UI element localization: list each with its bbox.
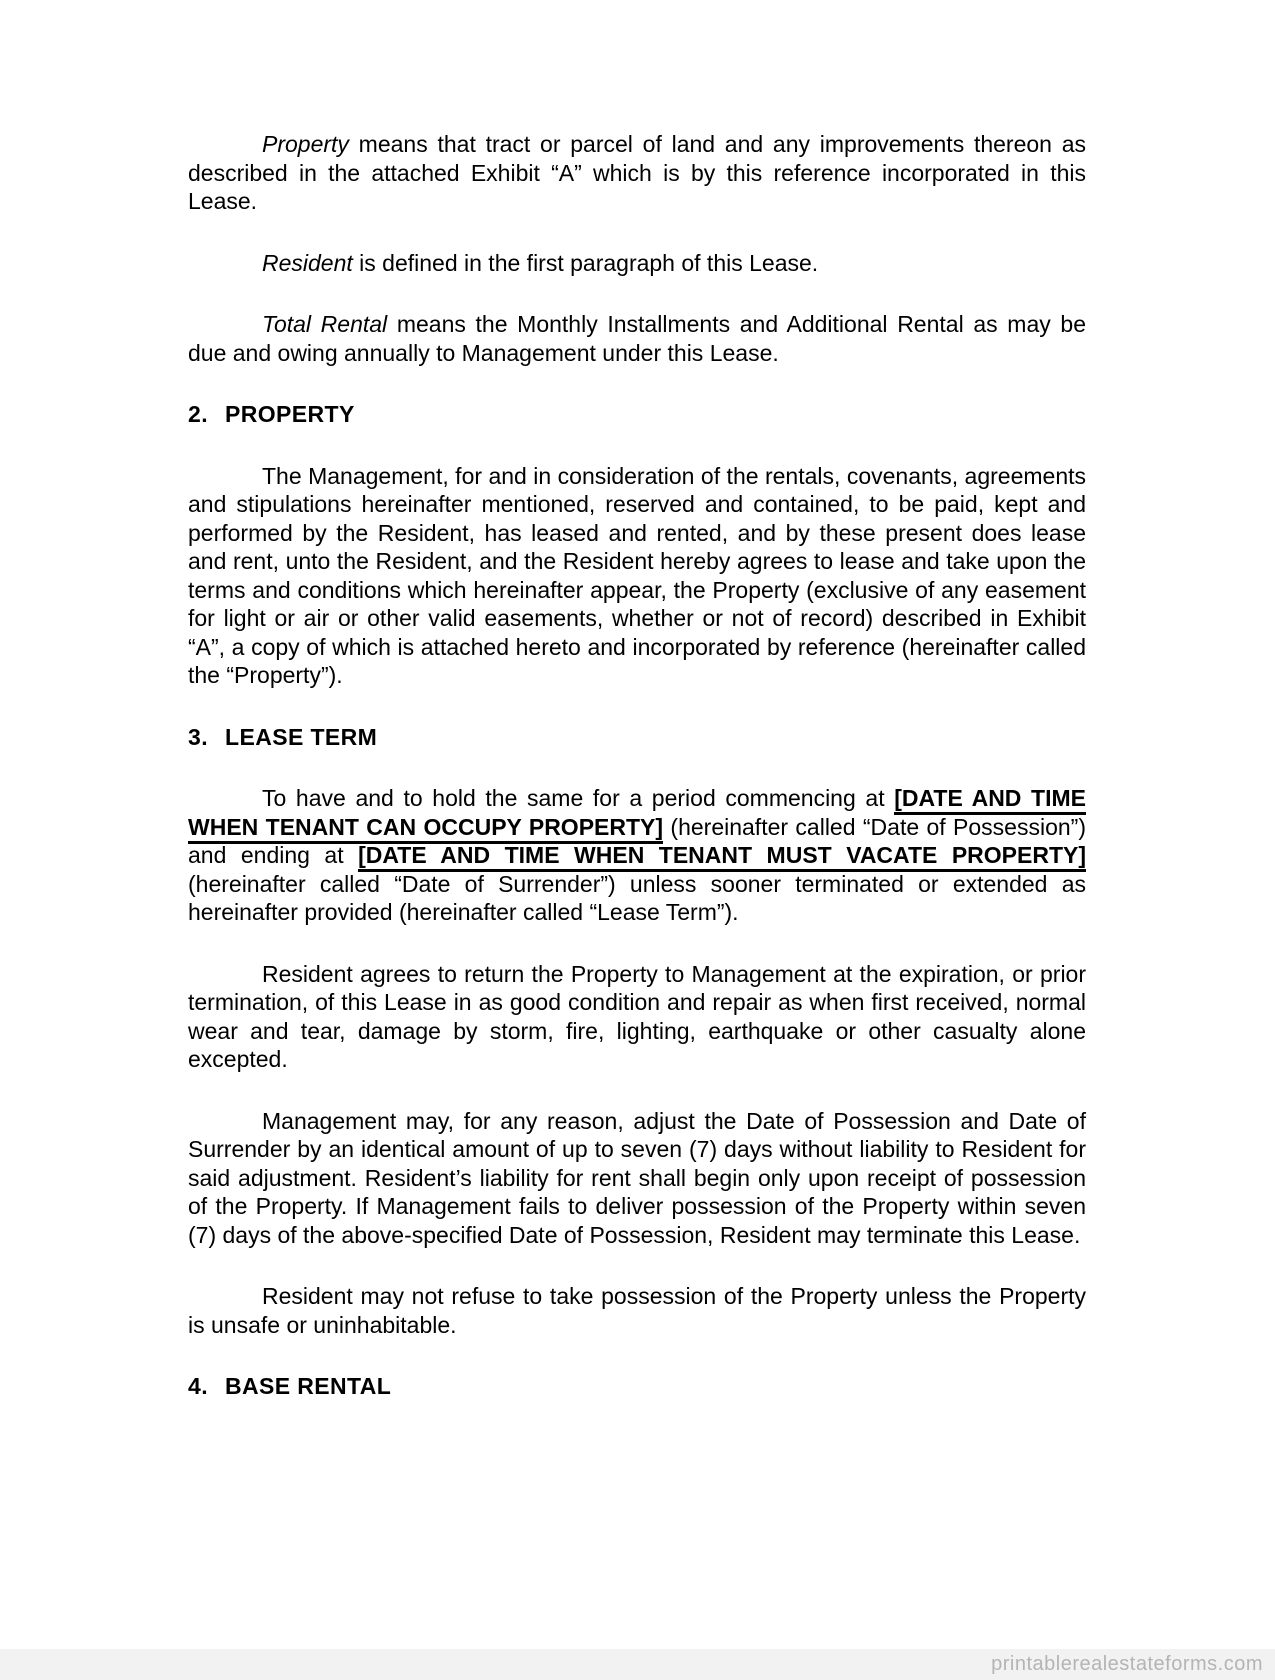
defined-term-total-rental: Total Rental [262,311,388,337]
definition-total-rental-paragraph [188,310,1086,367]
section-number-lease-term: 3. [188,723,208,750]
lease-document-body [188,130,1086,1434]
definition-resident-paragraph [188,249,1086,278]
section-property-paragraph-1: The Management, for and in consideration of the rentals, covenants, agreements and stipulations hereinafter mentioned, reserved and contained, to be paid, kept and performed by the Resident, has leased and rented, and by these present does lease and rent, unto the Resident, and the Resident hereby agrees to lease and take upon the terms and conditions which hereinafter appear, the Property (exclusive of any easement for light or air or other valid easements, whether or not of record) described in Exhibit “A”, a copy of which is attached hereto and incorporated by reference (hereinafter called the “Property”). [188,462,1086,688]
section-title-lease-term: LEASE TERM [225,723,378,750]
section-title-property: PROPERTY [225,401,355,427]
section-heading-property [188,400,1086,429]
defined-term-resident: Resident [262,249,353,276]
lease-term-run-3: (hereinafter called “Date of Surrender”) unless sooner terminated or extended as hereinafter provided (hereinafter called “Lease Term”). [188,870,1086,925]
section-number-property: 2. [188,401,208,427]
section-heading-lease-term [188,723,1086,752]
section-number-base-rental: 4. [188,1373,208,1399]
footer-bar [0,1649,1275,1680]
definition-total-rental-text: means the Monthly Installments and Additional Rental as may be due and owing annually to Management under this Lease. [188,311,1086,366]
section-lease-term-paragraph-3: Management may, for any reason, adjust the Date of Possession and Date of Surrender by an identical amount of up to seven (7) days without liability to Resident for said adjustment. Resident’s liability for rent shall begin only upon receipt of possession of the Property. If Management fails to deliver possession of the Property within seven (7) days of the above-specified Date of Possession, Resident may terminate this Lease. [188,1107,1086,1248]
definition-property-text: means that tract or parcel of land and any improvements thereon as described in the attached Exhibit “A” which is by this reference incorporated in this Lease. [188,131,1086,214]
defined-term-property: Property [262,131,349,157]
lease-term-run-2: (hereinafter called “Date of Possession”) and ending at [188,813,1086,868]
definition-resident-text: is defined in the first paragraph of this Lease. [352,249,819,276]
section-title-base-rental: BASE RENTAL [225,1373,392,1399]
section-lease-term-paragraph-4: Resident may not refuse to take possession of the Property unless the Property is unsafe or uninhabitable. [188,1283,1086,1338]
date-vacate-placeholder: [DATE AND TIME WHEN TENANT MUST VACATE PROPERTY] [358,842,1086,872]
date-possession-placeholder: [DATE AND TIME WHEN TENANT CAN OCCUPY PROPERTY] [188,785,1086,844]
lease-term-run-1: To have and to hold the same for a period commencing at [262,785,895,811]
section-heading-base-rental [188,1372,1086,1401]
section-lease-term-paragraph-1 [188,784,1086,927]
footer-site-label: printablerealestateforms.com [991,1653,1263,1675]
section-lease-term-paragraph-2: Resident agrees to return the Property to Management at the expiration, or prior termination, of this Lease in as good condition and repair as when first received, normal wear and tear, damage by storm, fire, lighting, earthquake or other casualty alone excepted. [188,960,1086,1072]
definition-property-paragraph [188,130,1086,216]
